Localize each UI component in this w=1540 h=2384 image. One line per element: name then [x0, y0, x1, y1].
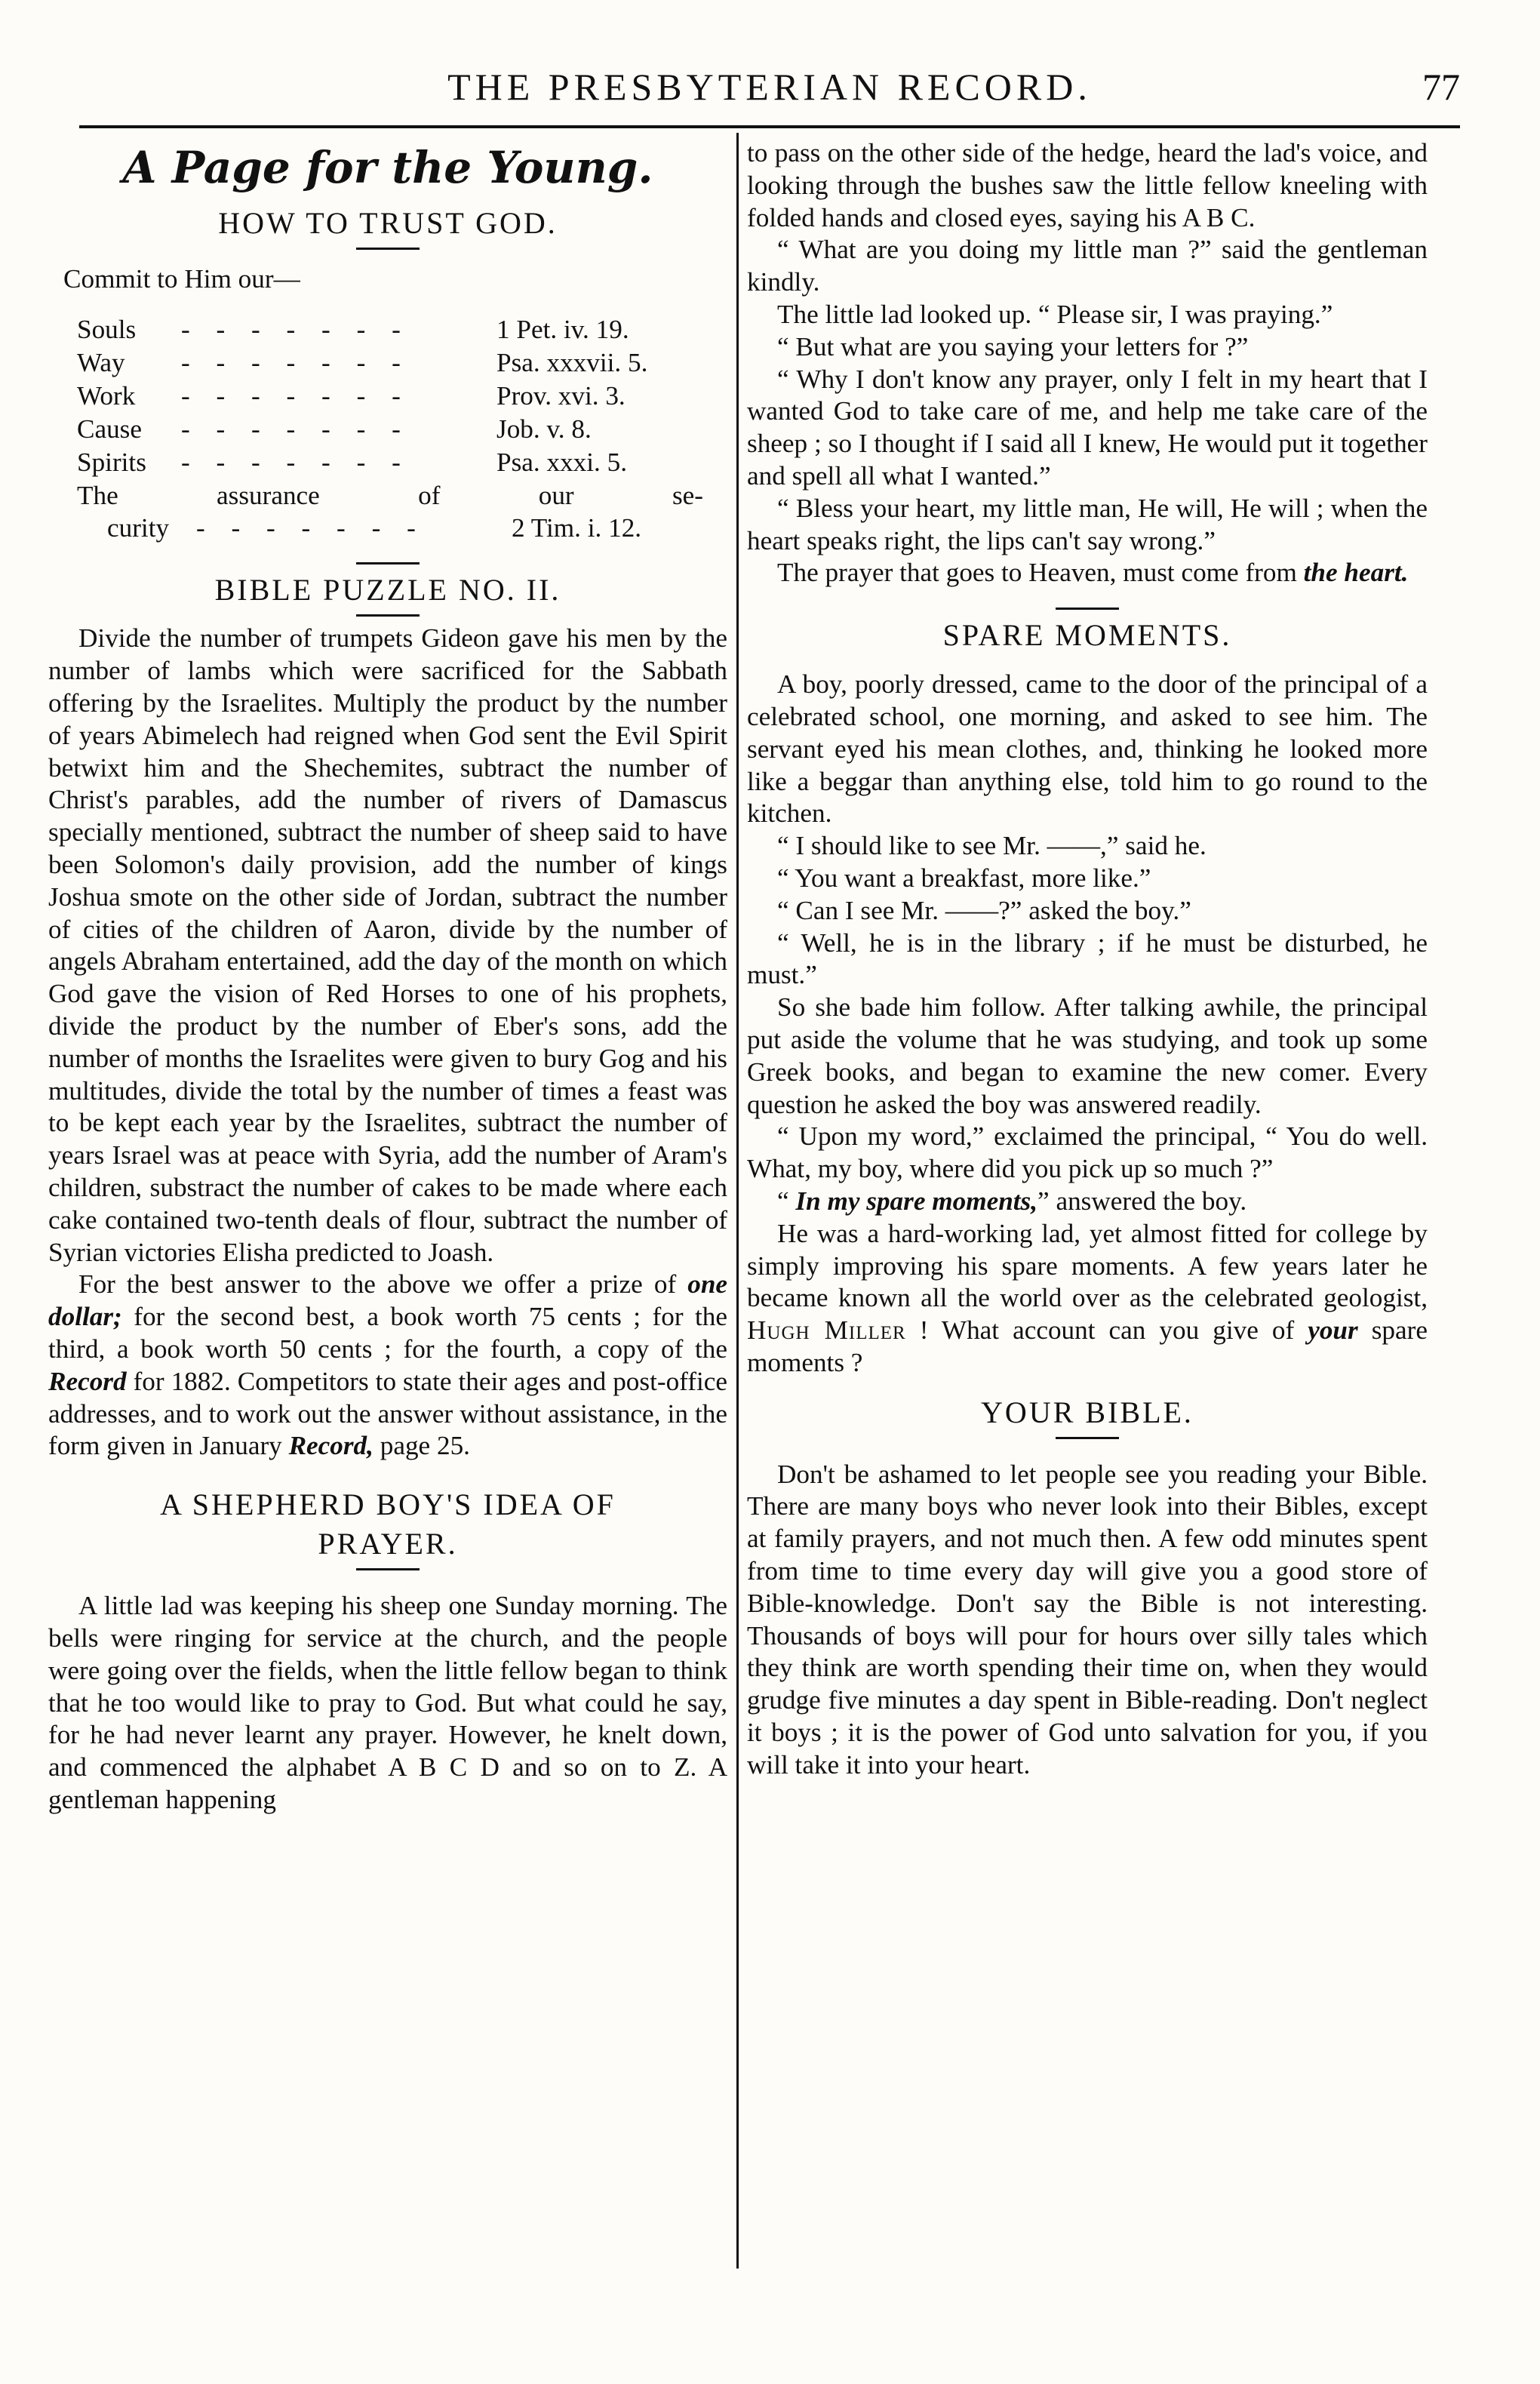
leader-dots: - - - - - - - [181, 314, 410, 344]
assurance-cite: 2 Tim. i. 12. [512, 512, 642, 543]
left-column [48, 137, 727, 1816]
section-rule [1056, 608, 1119, 610]
reference-cite: 1 Pet. iv. 19. [496, 314, 629, 344]
reference-row [77, 414, 703, 447]
bible-paragraph: Don't be ashamed to let people see you reading your Bible. There are many boys who never look into their Bibles, except at family prayers, and not much then. A few odd minutes spent from time to time every day will give you a good store of Bible-knowledge. Don't say the Bible is not interesting. Thousands of boys will pour for hours over silly tales which they think are worth spending their time on, when they would grudge five minutes a day spent in Bible-reading. Don't neglect it boys ; it is the power of God unto salvation for you, if you will take it into your heart. [747, 1459, 1428, 1780]
spare-heading: SPARE MOMENTS. [942, 618, 1232, 653]
reference-row [77, 380, 703, 414]
leader-dots: - - - - - - - [181, 380, 410, 411]
spare-paragraph: “ I should like to see Mr. ——,” said he. [777, 831, 1206, 861]
leader-dots: - - - - - - - [181, 414, 410, 444]
reference-row [77, 314, 703, 347]
dialogue-paragraph: The little lad looked up. “ Please sir, I was praying.” [777, 299, 1333, 329]
moral-paragraph: The prayer that goes to Heaven, must come from the heart. [777, 558, 1409, 588]
spare-paragraph: “ In my spare moments,” answered the boy. [777, 1186, 1247, 1216]
publication-title: THE PRESBYTERIAN RECORD. [447, 66, 1092, 108]
spare-paragraph: “ Upon my word,” exclaimed the principal, “ You do well. What, my boy, where did you pick up so much ?” [747, 1121, 1428, 1184]
shepherd-heading-line2: PRAYER. [318, 1527, 458, 1561]
spare-paragraph: “ Can I see Mr. ——?” asked the boy.” [777, 895, 1191, 925]
scripture-reference-list [77, 314, 703, 480]
spare-paragraph: “ You want a breakfast, more like.” [777, 863, 1151, 893]
spare-paragraph: He was a hard-working lad, yet almost fitted for college by simply improving his spare moments. A few years later he became known all the world over as the celebrated geologist, Hugh Miller ! What account can you give of your spare moments ? [747, 1218, 1428, 1377]
running-head [79, 59, 1460, 119]
reference-cite: Job. v. 8. [496, 414, 592, 444]
spare-paragraph: “ Well, he is in the library ; if he must be disturbed, he must.” [747, 927, 1428, 990]
puzzle-paragraph: Divide the number of trumpets Gideon gave his men by the number of lambs which were sacrificed for the Sabbath offering by the Israelites. Multiply the product by the number of years Abimelech had reigned when God sent the Evil Spirit betwixt him and the Shechemites, subtract the number of Christ's parables, add the number of rivers of Damascus specially mentioned, subtract the number of sheep said to have been Solomon's daily provision, add the number of kings Joshua smote on the other side of Jordan, subtract the number of cities of the children of Aaron, divide by the number of angels Abraham entertained, add the day of the month on which God gave the vision of Red Horses to one of his prophets, divide the product by the number of Eber's sons, add the number of months the Israelites were given to bury Gog and his multitudes, divide the total by the number of times a feast was to be kept each year by the Israelites, subtract the number of years Israel was at peace with Syria, add the number of Aram's children, substract the number of cakes to be made where each cake contained two-tenth deals of flour, subtract the number of Syrian victories Elisha predicted to Joash. [48, 623, 727, 1267]
assurance-row [77, 512, 703, 545]
header-rule [79, 125, 1460, 128]
reference-word: Spirits [77, 447, 146, 477]
section-rule [356, 248, 420, 250]
section-rule [356, 614, 420, 617]
dialogue-paragraph: “ What are you doing my little man ?” said the gentleman kindly. [747, 235, 1428, 297]
leader-dots: - - - - - - - [196, 512, 426, 543]
section-rule [356, 1568, 420, 1570]
reference-cite: Psa. xxxvii. 5. [496, 347, 648, 377]
spare-paragraph: A boy, poorly dressed, came to the door of the principal of a celebrated school, one morning, and asked to see him. The servant eyed his mean clothes, and, thinking he looked more like a beggar than anything else, told him to go round to the kitchen. [747, 669, 1428, 829]
assurance-word: curity [107, 512, 170, 543]
right-column [747, 137, 1428, 1782]
dialogue-paragraph: “ Why I don't know any prayer, only I felt in my heart that I wanted God to take care of me, and help me take care of the sheep ; so I thought if I said all I knew, He would put it together and spell all what I wanted.” [747, 364, 1428, 491]
assurance-entry [77, 480, 703, 545]
reference-word: Work [77, 380, 136, 411]
leader-dots: - - - - - - - [181, 347, 410, 377]
reference-word: Way [77, 347, 125, 377]
reference-word: Cause [77, 414, 142, 444]
section-rule [356, 562, 420, 564]
leader-dots: - - - - - - - [181, 447, 410, 477]
spare-paragraph: So she bade him follow. After talking awhile, the principal put aside the volume that he was studying, and took up some Greek books, and began to examine the new comer. Every question he asked the boy was answered readily. [747, 992, 1428, 1119]
reference-row [77, 447, 703, 480]
shepherd-paragraph: A little lad was keeping his sheep one Sunday morning. The bells were ringing for service at the church, and the people were going over the fields, when the little fellow began to think that he too would like to pray to God. But what could he say, for he had never learnt any prayer. However, he knelt down, and commenced the alphabet A B C D and so on to Z. A gentleman happening [48, 1591, 727, 1814]
dialogue-paragraph: “ But what are you saying your letters for ?” [777, 331, 1249, 361]
reference-row [77, 347, 703, 380]
section-rule [1056, 1437, 1119, 1439]
trust-heading: HOW TO TRUST GOD. [218, 206, 558, 240]
commit-intro: Commit to Him our— [63, 264, 300, 294]
assurance-text: The assurance of our se- [77, 480, 703, 510]
reference-cite: Prov. xvi. 3. [496, 380, 626, 411]
reference-word: Souls [77, 314, 137, 344]
dialogue-paragraph: “ Bless your heart, my little man, He will, He will ; when the heart speaks right, the lips can't say wrong.” [747, 493, 1428, 555]
prize-paragraph: For the best answer to the above we offer a prize of one dollar; for the second best, a book worth 75 cents ; for the third, a book worth 50 cents ; for the fourth, a copy of the Record for 1882. Competitors to state their ages and post-office addresses, and to work out the answer without assistance, in the form given in January Record, page 25. [48, 1269, 727, 1461]
bible-heading: YOUR BIBLE. [981, 1395, 1194, 1429]
column-title: A Page for the Young. [122, 142, 653, 193]
reference-cite: Psa. xxxi. 5. [496, 447, 628, 477]
puzzle-heading: BIBLE PUZZLE NO. II. [214, 573, 561, 608]
page-number: 77 [1422, 66, 1460, 108]
column-divider [736, 133, 739, 2269]
shepherd-heading-line1: A SHEPHERD BOY'S IDEA OF [160, 1487, 616, 1522]
shepherd-continued: to pass on the other side of the hedge, heard the lad's voice, and looking through the bushes saw the little fellow kneeling with folded hands and closed eyes, saying his A B C. [747, 138, 1428, 232]
